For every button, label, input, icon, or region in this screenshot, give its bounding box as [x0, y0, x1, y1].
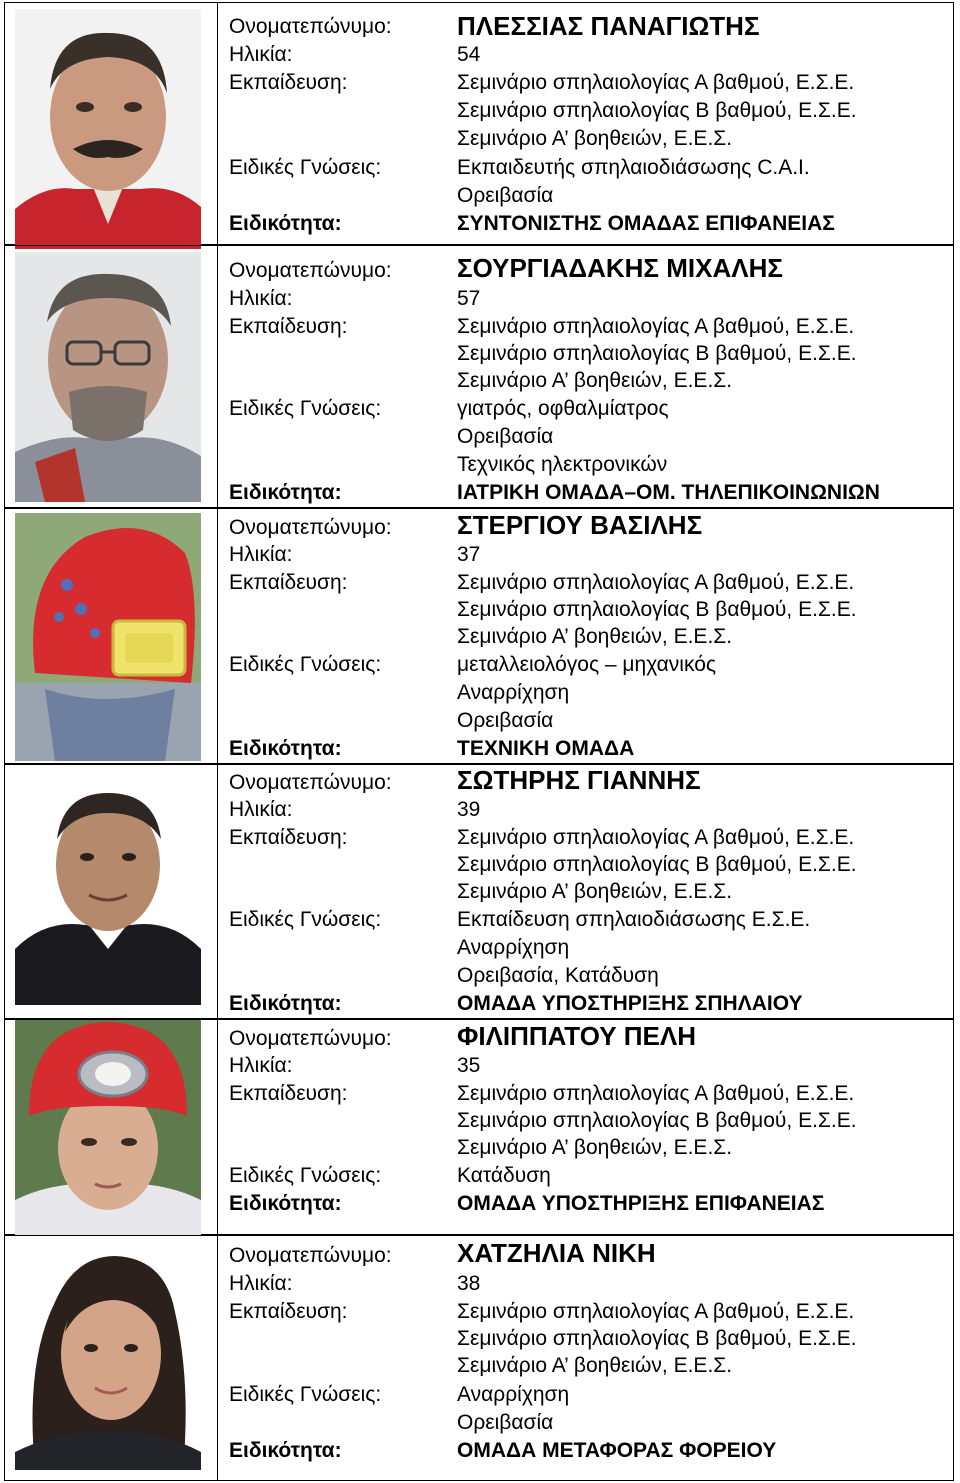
knowledge-line: μεταλλειολόγος – μηχανικός — [457, 653, 717, 676]
specialty-label: Ειδικότητα: — [229, 1439, 342, 1462]
knowledge-line: Αναρρίχηση — [457, 681, 570, 704]
name-label: Ονοματεπώνυμο: — [229, 1027, 392, 1050]
age-label: Ηλικία: — [229, 1272, 293, 1295]
age-label: Ηλικία: — [229, 287, 293, 310]
education-label: Εκπαίδευση: — [229, 571, 348, 594]
knowledge-line: Εκπαιδευτής σπηλαιοδιάσωσης C.A.I. — [457, 156, 810, 179]
member-photo — [15, 1020, 201, 1236]
knowledge-line: Ορειβασία — [457, 425, 554, 448]
education-line: Σεμινάριο σπηλαιολογίας Β βαθμού, Ε.Σ.Ε. — [457, 1109, 857, 1132]
education-line: Σεμινάριο σπηλαιολογίας Β βαθμού, Ε.Σ.Ε. — [457, 853, 857, 876]
knowledge-label: Ειδικές Γνώσεις: — [229, 1383, 382, 1406]
name-label: Ονοματεπώνυμο: — [229, 259, 392, 282]
member-age: 38 — [457, 1272, 481, 1295]
knowledge-line: Ορειβασία — [457, 184, 554, 207]
education-line: Σεμινάριο σπηλαιολογίας Α βαθμού, Ε.Σ.Ε. — [457, 571, 855, 594]
name-label: Ονοματεπώνυμο: — [229, 1244, 392, 1267]
name-label: Ονοματεπώνυμο: — [229, 516, 392, 539]
member-age: 35 — [457, 1054, 481, 1077]
education-line: Σεμινάριο Α’ βοηθειών, Ε.Ε.Σ. — [457, 625, 733, 648]
education-line: Σεμινάριο σπηλαιολογίας Β βαθμού, Ε.Σ.Ε. — [457, 1327, 857, 1350]
education-label: Εκπαίδευση: — [229, 1082, 348, 1105]
member-row — [4, 764, 954, 1019]
education-line: Σεμινάριο σπηλαιολογίας Β βαθμού, Ε.Σ.Ε. — [457, 598, 857, 621]
education-line: Σεμινάριο Α’ βοηθειών, Ε.Ε.Σ. — [457, 1136, 733, 1159]
member-name: ΦΙΛΙΠΠΑΤΟΥ ΠΕΛΗ — [457, 1021, 697, 1051]
education-line: Σεμινάριο Α’ βοηθειών, Ε.Ε.Σ. — [457, 1354, 733, 1377]
knowledge-line: Αναρρίχηση — [457, 936, 570, 959]
name-label: Ονοματεπώνυμο: — [229, 771, 392, 794]
member-row — [4, 245, 954, 508]
member-name: ΧΑΤΖΗΛΙΑ ΝΙΚΗ — [457, 1238, 656, 1268]
knowledge-line: Ορειβασία — [457, 709, 554, 732]
name-label: Ονοματεπώνυμο: — [229, 15, 392, 38]
member-specialty: ΟΜΑΔΑ ΥΠΟΣΤΗΡΙΞΗΣ ΕΠΙΦΑΝΕΙΑΣ — [457, 1192, 825, 1215]
knowledge-label: Ειδικές Γνώσεις: — [229, 156, 382, 179]
knowledge-line: Ορειβασία, Κατάδυση — [457, 964, 659, 987]
member-specialty: ΙΑΤΡΙΚΗ ΟΜΑΔΑ–ΟΜ. ΤΗΛΕΠΙΚΟΙΝΩΝΙΩΝ — [457, 481, 880, 504]
knowledge-line: Ορειβασία — [457, 1411, 554, 1434]
member-row — [4, 1235, 954, 1481]
member-photo — [15, 252, 201, 502]
age-label: Ηλικία: — [229, 798, 293, 821]
age-label: Ηλικία: — [229, 543, 293, 566]
member-specialty: ΟΜΑΔΑ ΜΕΤΑΦΟΡΑΣ ΦΟΡΕΙΟΥ — [457, 1439, 777, 1462]
member-row — [4, 508, 954, 764]
age-label: Ηλικία: — [229, 43, 293, 66]
member-row — [4, 2, 954, 245]
knowledge-line: Κατάδυση — [457, 1164, 551, 1187]
education-label: Εκπαίδευση: — [229, 315, 348, 338]
member-name: ΣΤΕΡΓΙΟΥ ΒΑΣΙΛΗΣ — [457, 510, 703, 540]
education-line: Σεμινάριο σπηλαιολογίας Α βαθμού, Ε.Σ.Ε. — [457, 315, 855, 338]
age-label: Ηλικία: — [229, 1054, 293, 1077]
specialty-label: Ειδικότητα: — [229, 1192, 342, 1215]
knowledge-line: Εκπαίδευση σπηλαιοδιάσωσης Ε.Σ.Ε. — [457, 908, 811, 931]
education-line: Σεμινάριο Α’ βοηθειών, Ε.Ε.Σ. — [457, 880, 733, 903]
specialty-label: Ειδικότητα: — [229, 992, 342, 1015]
member-age: 37 — [457, 543, 481, 566]
knowledge-label: Ειδικές Γνώσεις: — [229, 1164, 382, 1187]
education-line: Σεμινάριο Α’ βοηθειών, Ε.Ε.Σ. — [457, 369, 733, 392]
member-name: ΣΩΤΗΡΗΣ ΓΙΑΝΝΗΣ — [457, 765, 701, 795]
member-photo — [15, 513, 201, 761]
member-age: 39 — [457, 798, 481, 821]
education-line: Σεμινάριο Α’ βοηθειών, Ε.Ε.Σ. — [457, 127, 733, 150]
member-photo — [15, 779, 201, 1005]
member-specialty: ΤΕΧΝΙΚΗ ΟΜΑΔΑ — [457, 737, 635, 760]
member-age: 57 — [457, 287, 481, 310]
knowledge-line: γιατρός, οφθαλμίατρος — [457, 397, 669, 420]
education-line: Σεμινάριο σπηλαιολογίας Α βαθμού, Ε.Σ.Ε. — [457, 1082, 855, 1105]
education-label: Εκπαίδευση: — [229, 1300, 348, 1323]
education-line: Σεμινάριο σπηλαιολογίας Α βαθμού, Ε.Σ.Ε. — [457, 826, 855, 849]
member-photo — [15, 1242, 201, 1470]
specialty-label: Ειδικότητα: — [229, 212, 342, 235]
education-line: Σεμινάριο σπηλαιολογίας Α βαθμού, Ε.Σ.Ε. — [457, 71, 855, 94]
member-name: ΠΛΕΣΣΙΑΣ ΠΑΝΑΓΙΩΤΗΣ — [457, 11, 760, 41]
education-label: Εκπαίδευση: — [229, 826, 348, 849]
education-line: Σεμινάριο σπηλαιολογίας Β βαθμού, Ε.Σ.Ε. — [457, 99, 857, 122]
member-name: ΣΟΥΡΓΙΑΔΑΚΗΣ ΜΙΧΑΛΗΣ — [457, 253, 783, 283]
knowledge-label: Ειδικές Γνώσεις: — [229, 397, 382, 420]
education-label: Εκπαίδευση: — [229, 71, 348, 94]
member-specialty: ΣΥΝΤΟΝΙΣΤΗΣ ΟΜΑΔΑΣ ΕΠΙΦΑΝΕΙΑΣ — [457, 212, 835, 235]
knowledge-label: Ειδικές Γνώσεις: — [229, 653, 382, 676]
specialty-label: Ειδικότητα: — [229, 481, 342, 504]
member-specialty: ΟΜΑΔΑ ΥΠΟΣΤΗΡΙΞΗΣ ΣΠΗΛΑΙΟΥ — [457, 992, 803, 1015]
education-line: Σεμινάριο σπηλαιολογίας Α βαθμού, Ε.Σ.Ε. — [457, 1300, 855, 1323]
education-line: Σεμινάριο σπηλαιολογίας Β βαθμού, Ε.Σ.Ε. — [457, 342, 857, 365]
knowledge-label: Ειδικές Γνώσεις: — [229, 908, 382, 931]
member-row — [4, 1019, 954, 1235]
member-age: 54 — [457, 43, 481, 66]
specialty-label: Ειδικότητα: — [229, 737, 342, 760]
member-photo — [15, 9, 201, 249]
knowledge-line: Αναρρίχηση — [457, 1383, 570, 1406]
knowledge-line: Τεχνικός ηλεκτρονικών — [457, 453, 668, 476]
